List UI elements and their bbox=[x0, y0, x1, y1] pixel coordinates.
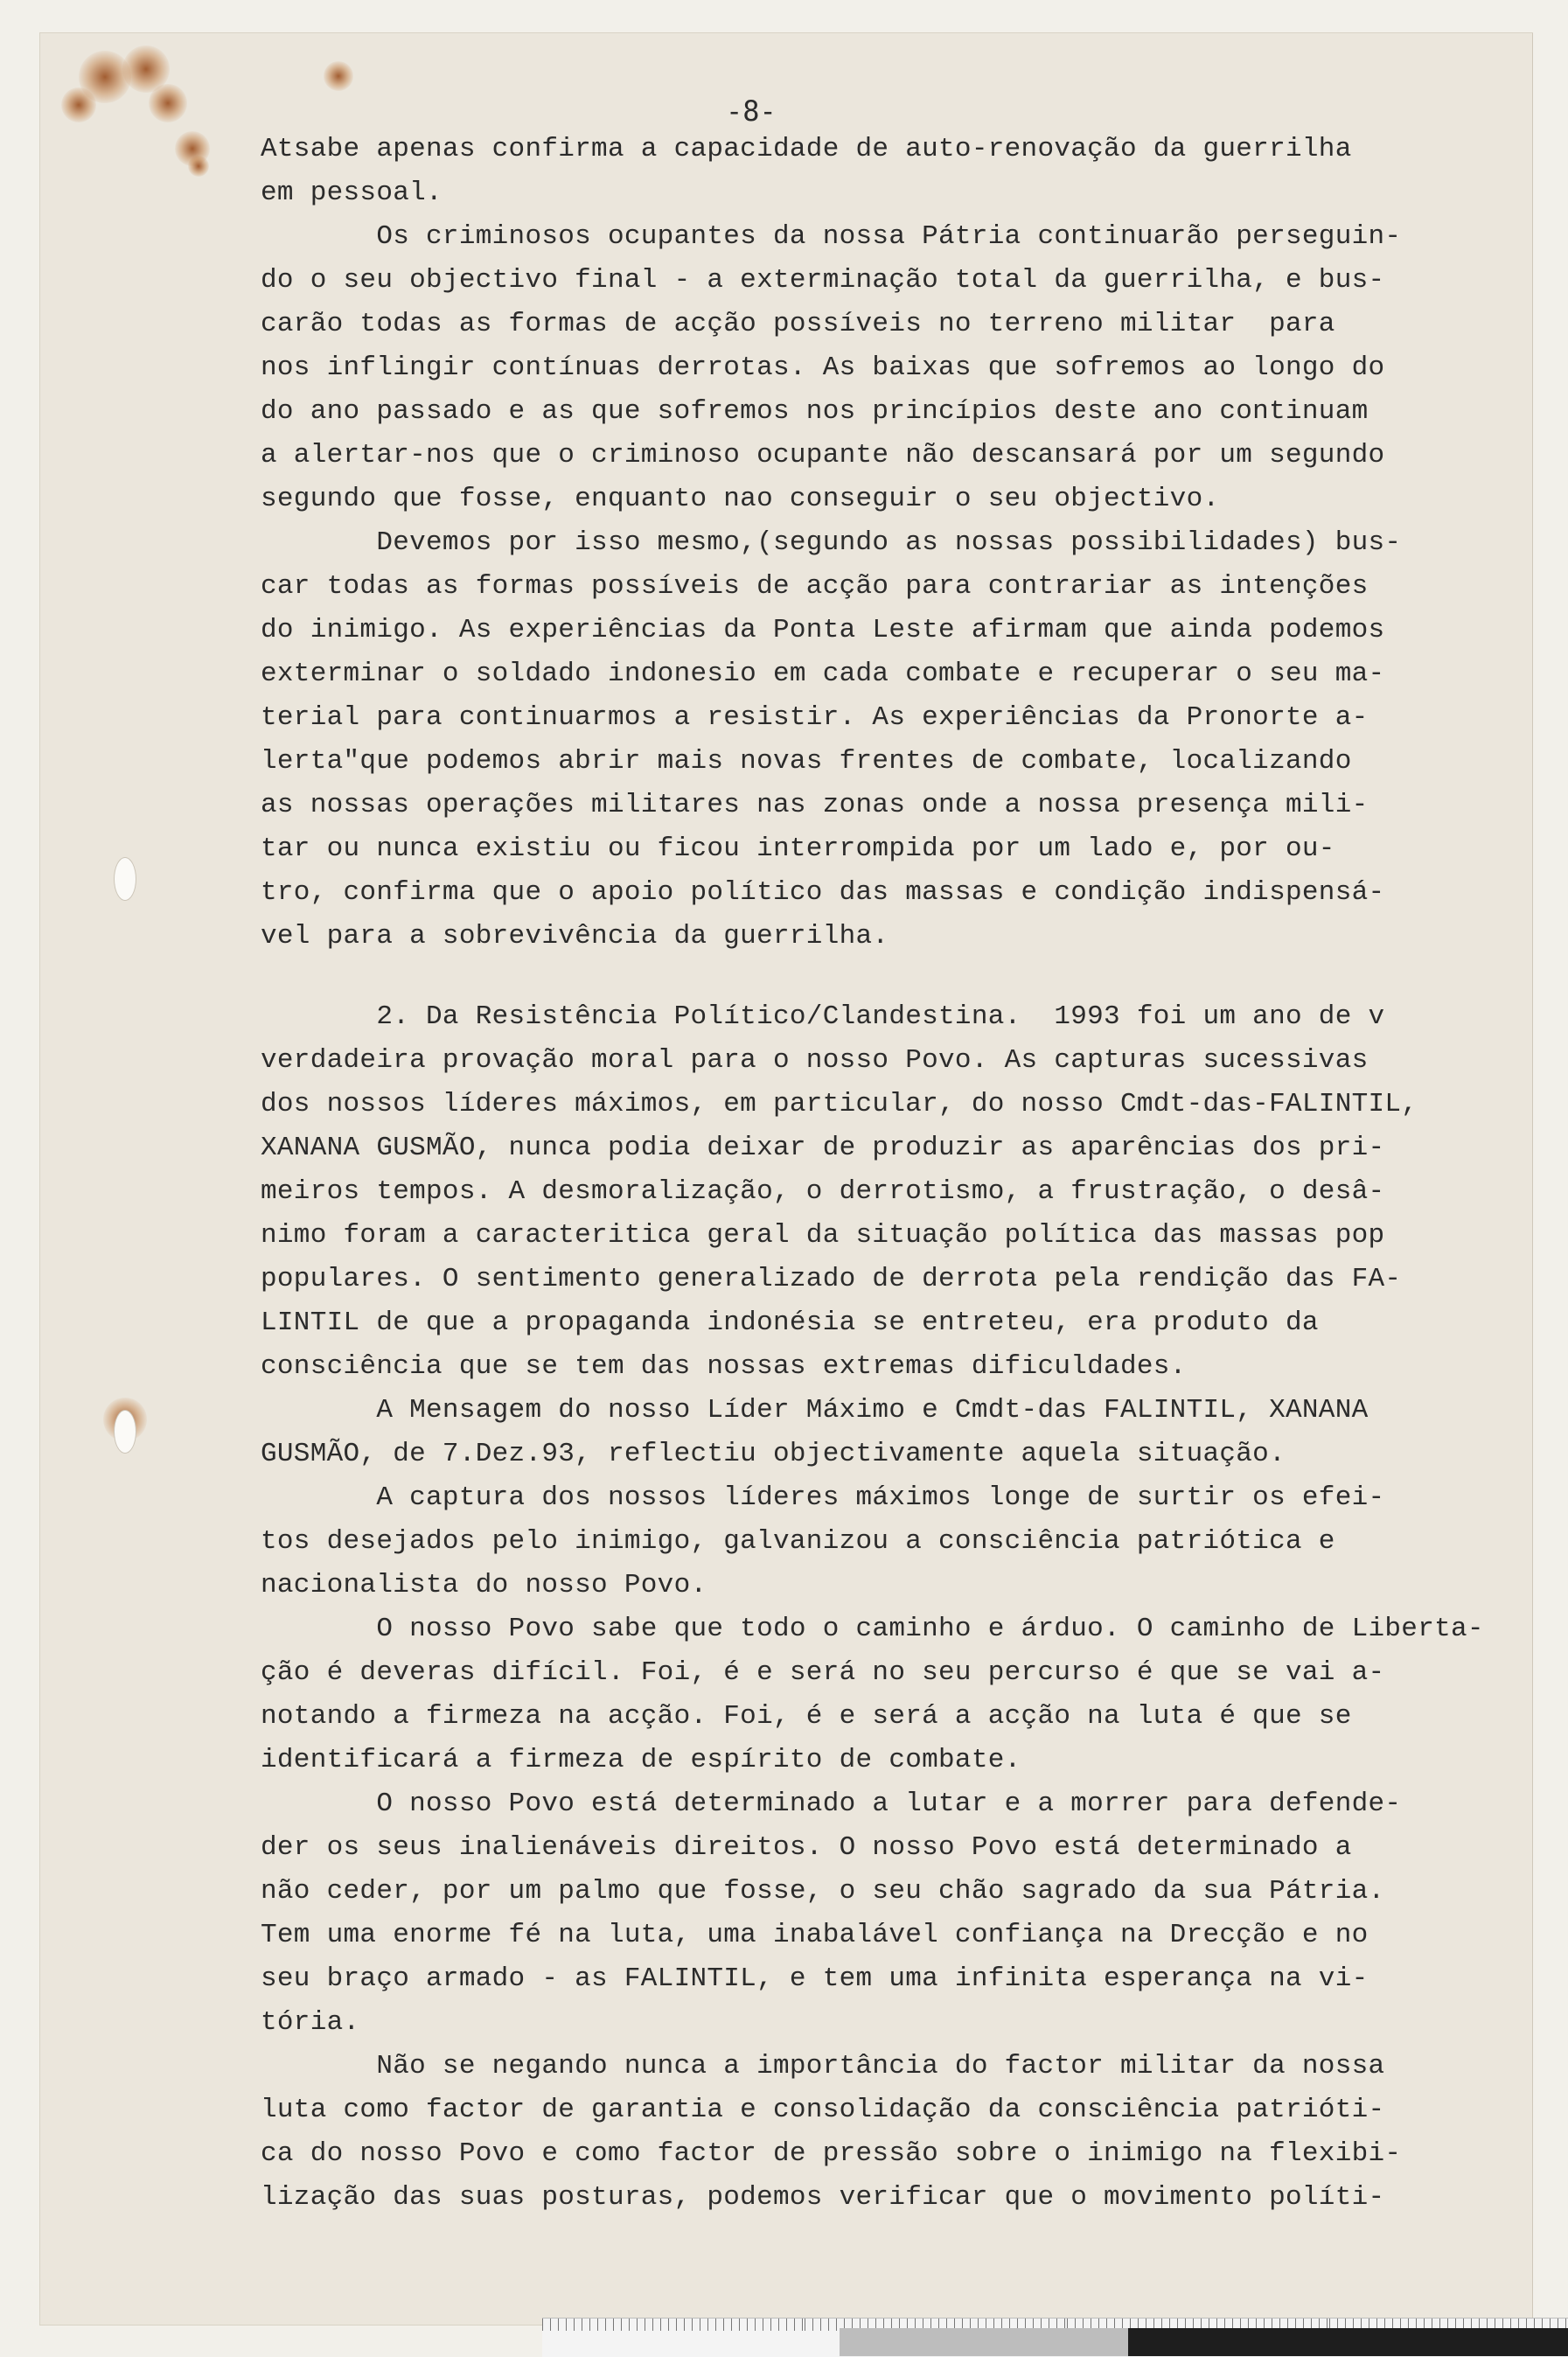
black-calibration-bar bbox=[1128, 2328, 1568, 2356]
punch-hole bbox=[114, 1410, 136, 1454]
punch-hole bbox=[114, 857, 136, 901]
rust-stain bbox=[324, 61, 353, 91]
body-text-section-1: Atsabe apenas confirma a capacidade de auto-renovação da guerrilha em pessoal. Os criminosos ocupantes da nossa Pátria continuarão perseguin- do o seu objectivo final - a exterminação total da guerrilha, e bus- carão todas as formas de acção possíveis no terreno militar para nos inflingir contínuas derrotas. As baixas que sofremos ao longo do do ano passado e as que sofremos nos princípios deste ano continuam a alertar-nos que o criminoso ocupante não descansará por um segundo segundo que fosse, enquanto nao conseguir o seu objectivo. Devemos por isso mesmo,(segundo as nossas possibilidades) bus- car todas as formas possíveis de acção para contrariar as intenções do inimigo. As experiências da Ponta Leste afirmam que ainda podemos exterminar o soldado indonesio em cada combate e recuperar o seu ma- terial para continuarmos a resistir. As experiências da Pronorte a- lerta"que podemos abrir mais novas frentes de combate, localizando as nossas operações militares nas zonas onde a nossa presença mili- tar ou nunca existiu ou ficou interrompida por um lado e, por ou- tro, confirma que o apoio político das massas e condição indispensá- vel para a sobrevivência da guerrilha. bbox=[261, 134, 1402, 952]
sheet-edge bbox=[1532, 33, 1533, 2325]
rust-stain bbox=[149, 84, 187, 122]
gray-calibration-bar bbox=[840, 2328, 1128, 2356]
page-number: -8- bbox=[726, 94, 777, 128]
rust-stain bbox=[61, 87, 96, 122]
rust-stain bbox=[188, 156, 209, 177]
body-text-section-2: 2. Da Resistência Político/Clandestina. 1993 foi um ano de v verdadeira provação moral para o nosso Povo. As capturas sucessivas dos nossos líderes máximos, em particular, do nosso Cmdt-das-FALINTIL, XANANA GUSMÃO, nunca podia deixar de produzir as aparências dos pri- meiros tempos. A desmoralização, o derrotismo, a frustração, o desâ- nimo foram a caracteritica geral da situação política das massas pop populares. O sentimento generalizado de derrota pela rendição das FA- LINTIL de que a propaganda indonésia se entreteu, era produto da consciência que se tem das nossas extremas dificuldades. A Mensagem do nosso Líder Máximo e Cmdt-das FALINTIL, XANANA GUSMÃO, de 7.Dez.93, reflectiu objectivamente aquela situação. A captura dos nossos líderes máximos longe de surtir os efei- tos desejados pelo inimigo, galvanizou a consciência patriótica e nacionalista do nosso Povo. O nosso Povo sabe que todo o caminho e árduo. O caminho de Liberta- ção é deveras difícil. Foi, é e será no seu percurso é que se vai a- notando a firmeza na acção. Foi, é e será a acção na luta é que se identificará a firmeza de espírito de combate. O nosso Povo está determinado a lutar e a morrer para defende- der os seus inalienáveis direitos. O nosso Povo está determinado a não ceder, por um palmo que fosse, o seu chão sagrado da sua Pátria. Tem uma enorme fé na luta, uma inabalável confiança na Drecção e no seu braço armado - as FALINTIL, e tem uma infinita esperança na vi- tória. Não se negando nunca a importância do factor militar da nossa luta como factor de garantia e consolidação da consciência patrióti- ca do nosso Povo e como factor de pressão sobre o inimigo na flexibi- lização das suas posturas, podemos verificar que o movimento políti- bbox=[261, 1001, 1484, 2213]
